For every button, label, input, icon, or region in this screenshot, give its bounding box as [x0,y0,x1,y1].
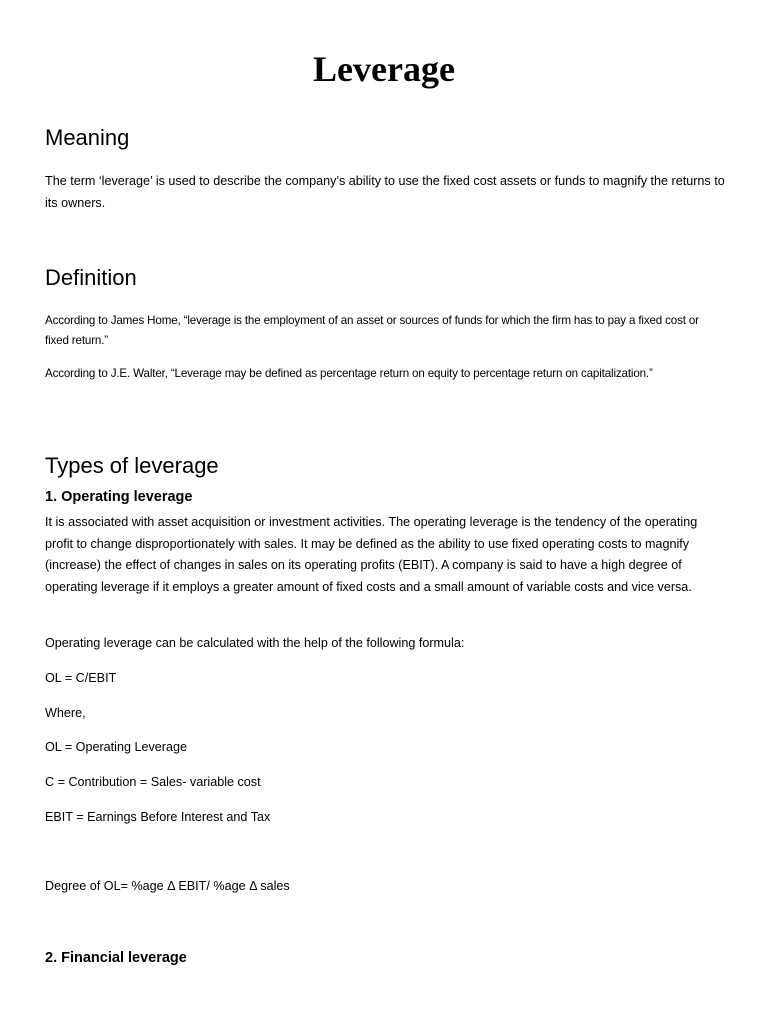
formula-intro: Operating leverage can be calculated with the help of the following formula: [45,636,465,650]
types-heading: Types of leverage [45,453,219,478]
meaning-heading: Meaning [45,125,130,150]
ol-formula: OL = C/EBIT [45,671,117,685]
ol-definition: OL = Operating Leverage [45,740,188,754]
operating-leverage-description: It is associated with asset acquisition or investment activities. The operating leverage is the tendency of the operating profit to change disproportionately with sales. It may be defined as the ability to use fixed operating costs to magnify (increase) the effect of changes in sales on its operating profits (EBIT). A company is said to have a high degree of operating leverage if it employs a greater amount of fixed costs and a small amount of variable costs and vice versa. [45,515,698,595]
financial-leverage-heading: 2. Financial leverage [45,950,187,966]
definition-quote-home: According to James Home, “leverage is the employment of an asset or sources of funds for which the firm has to pay a fixed cost or fixed return.” [45,314,699,347]
ebit-definition: EBIT = Earnings Before Interest and Tax [45,810,271,824]
definition-quote-walter: According to J.E. Walter, “Leverage may be defined as percentage return on equity to percentage return on capitalization.” [45,367,653,380]
page-title: Leverage [313,49,455,89]
where-label: Where, [45,706,86,720]
degree-of-ol-formula: Degree of OL= %age Δ EBIT/ %age Δ sales [45,879,290,893]
meaning-paragraph: The term ‘leverage’ is used to describe the company’s ability to use the fixed cost assets or funds to magnify the returns to its owners. [45,174,725,210]
definition-heading: Definition [45,265,137,290]
contribution-definition: C = Contribution = Sales- variable cost [45,775,261,789]
operating-leverage-heading: 1. Operating leverage [45,489,193,505]
